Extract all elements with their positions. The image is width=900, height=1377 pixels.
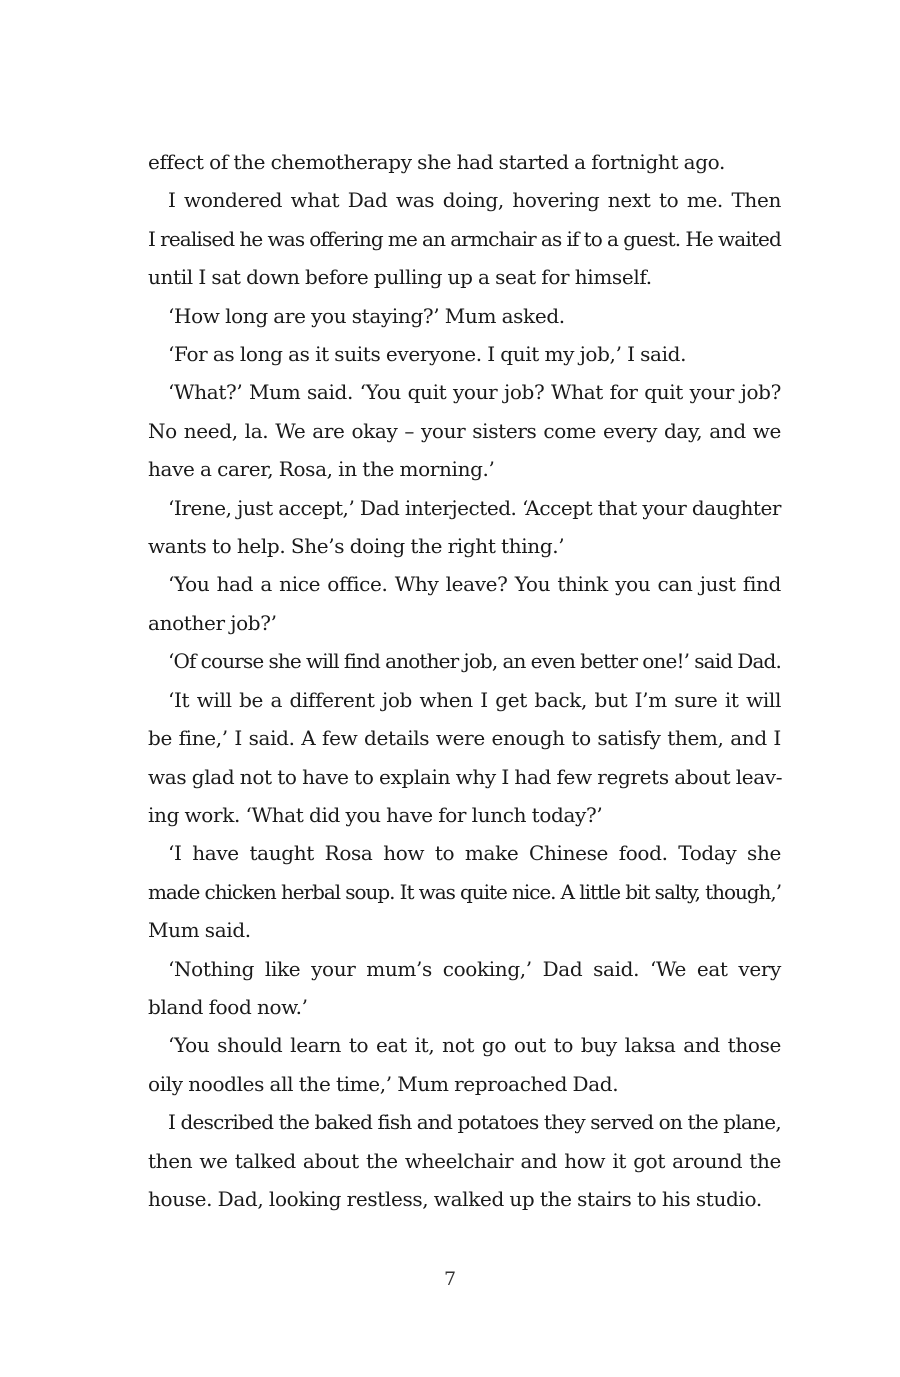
text-line: ‘Irene, just accept,’ Dad interjected. ‘Accept that your daughter <box>168 495 781 520</box>
text-line: effect of the chemotherapy she had started a fortnight ago. <box>148 150 726 174</box>
text-line: ‘What?’ Mum said. ‘You quit your job? What for quit your job? <box>168 380 781 405</box>
page-number: 7 <box>443 1268 457 1290</box>
text-line: ‘How long are you staying?’ Mum asked. <box>168 303 565 328</box>
text-line: ‘You had a nice office. Why leave? You think you can just find <box>168 572 781 597</box>
text-line: ‘Nothing like your mum’s cooking,’ Dad said. ‘We eat very <box>168 956 781 981</box>
body-text <box>148 143 781 1218</box>
text-line: ing work. ‘What did you have for lunch today?’ <box>148 802 603 827</box>
text-line: oily noodles all the time,’ Mum reproached Dad. <box>148 1071 619 1096</box>
text-line: ‘You should learn to eat it, not go out to buy laksa and those <box>168 1033 781 1058</box>
text-line: house. Dad, looking restless, walked up the stairs to his studio. <box>148 1186 762 1211</box>
text-line: bland food now.’ <box>148 994 308 1019</box>
text-line: another job?’ <box>148 610 277 635</box>
text-line: I realised he was offering me an armchair as if to a guest. He waited <box>148 226 781 251</box>
text-line: I described the baked fish and potatoes they served on the plane, <box>168 1110 781 1135</box>
text-line: No need, la. We are okay – your sisters come every day, and we <box>148 418 781 443</box>
text-line: be fine,’ I said. A few details were enough to satisfy them, and I <box>148 726 781 751</box>
text-line: I wondered what Dad was doing, hovering next to me. Then <box>168 188 781 213</box>
text-line: ‘Of course she will find another job, an even better one!’ said Dad. <box>168 649 781 674</box>
text-line: Mum said. <box>148 918 251 943</box>
text-line: have a carer, Rosa, in the morning.’ <box>148 457 495 482</box>
text-line: made chicken herbal soup. It was quite nice. A little bit salty, though,’ <box>148 879 781 904</box>
text-line: was glad not to have to explain why I had few regrets about leav- <box>148 764 783 789</box>
text-line: wants to help. She’s doing the right thing.’ <box>148 534 565 559</box>
text-line: then we talked about the wheelchair and how it got around the <box>148 1148 781 1173</box>
text-line: ‘I have taught Rosa how to make Chinese food. Today she <box>168 841 781 866</box>
text-line: until I sat down before pulling up a seat for himself. <box>148 265 652 290</box>
text-line: ‘It will be a different job when I get back, but I’m sure it will <box>168 687 781 712</box>
text-line: ‘For as long as it suits everyone. I quit my job,’ I said. <box>168 342 687 367</box>
